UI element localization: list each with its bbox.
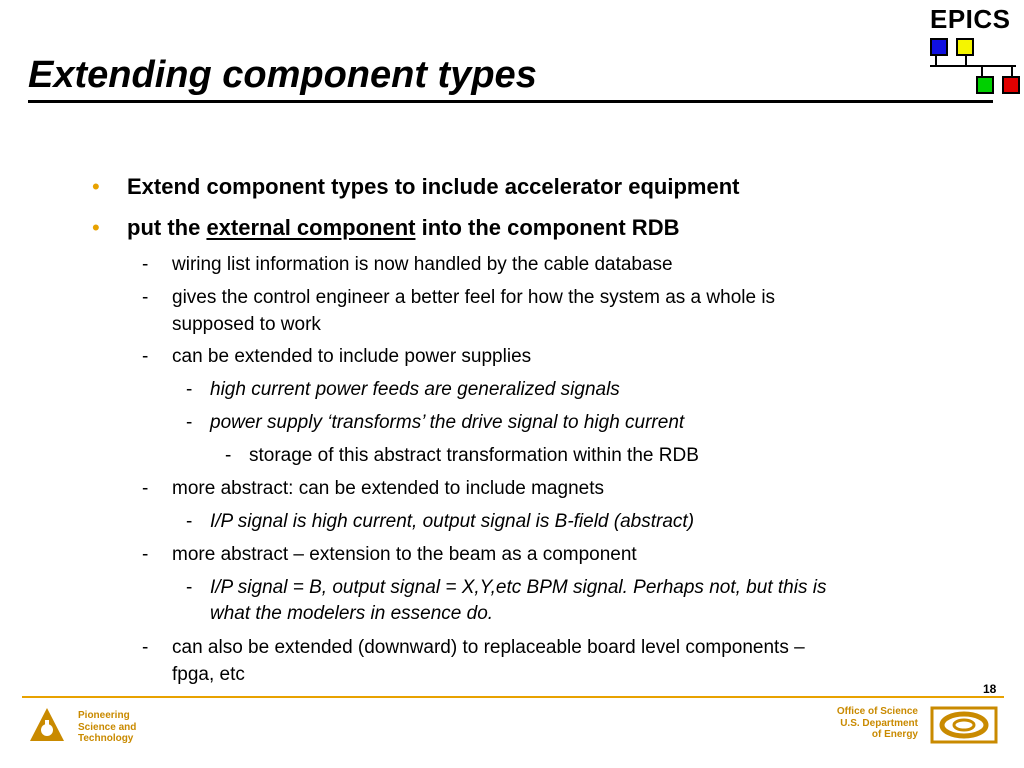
bullet-2 [127, 215, 679, 241]
logo-blue-square [930, 38, 948, 56]
dash-marker: - [142, 544, 149, 565]
sub-item-continued: fpga, etc [172, 664, 245, 685]
bullet-icon: • [92, 215, 100, 240]
bullet-1: Extend component types to include accelerator equipment [127, 174, 740, 199]
logo-green-square [976, 76, 994, 94]
page-number: 18 [983, 682, 997, 696]
logo-red-square [1002, 76, 1020, 94]
bullet-2-suffix: into the component RDB [415, 215, 680, 240]
dash-marker: - [142, 346, 149, 367]
dash-marker: - [142, 287, 149, 308]
footer-right-text: Office of Science U.S. Department of Energy [836, 706, 918, 740]
sub-sub-item-continued: what the modelers in essence do. [210, 603, 494, 624]
footer-left-text: Pioneering Science and Technology [78, 710, 137, 744]
sub-item-continued: supposed to work [172, 314, 321, 335]
bullet-2-prefix: put the [127, 215, 207, 240]
dash-marker: - [142, 637, 149, 658]
epics-logo [920, 4, 1020, 100]
doe-logo-icon [930, 706, 998, 744]
sub-item: can be extended to include power supplies [172, 346, 532, 367]
sub-item: more abstract: can be extended to include magnets [172, 478, 604, 499]
slide-title: Extending component types [28, 54, 537, 96]
footer-rule [22, 696, 1004, 698]
bullet-2-underlined: external component [206, 215, 416, 240]
sub-sub-item: I/P signal is high current, output signal is B-field (abstract) [210, 511, 695, 532]
sub-item: gives the control engineer a better feel for how the system as a whole is [172, 287, 776, 308]
sub-sub-sub-item: storage of this abstract transformation within the RDB [249, 445, 699, 466]
sub-item: more abstract – extension to the beam as a component [172, 544, 637, 565]
dash-marker: - [142, 254, 149, 275]
dash-marker: - [186, 511, 193, 532]
sub-sub-item: high current power feeds are generalized signals [210, 379, 620, 400]
logo-yellow-square [956, 38, 974, 56]
sub-sub-item: power supply ‘transforms’ the drive signal to high current [210, 412, 685, 433]
sub-sub-item: I/P signal = B, output signal = X,Y,etc BPM signal. Perhaps not, but this is [210, 577, 827, 598]
title-underline [28, 100, 993, 103]
dash-marker: - [142, 478, 149, 499]
dash-marker: - [186, 379, 193, 400]
epics-logo-text: EPICS [930, 4, 1011, 34]
sub-item: can also be extended (downward) to replaceable board level components – [172, 637, 805, 658]
dash-marker: - [186, 412, 193, 433]
dash-marker: - [225, 445, 232, 466]
dash-marker: - [186, 577, 193, 598]
bullet-icon: • [92, 174, 100, 199]
argonne-logo-icon [28, 706, 66, 744]
sub-item: wiring list information is now handled by the cable database [172, 254, 673, 275]
